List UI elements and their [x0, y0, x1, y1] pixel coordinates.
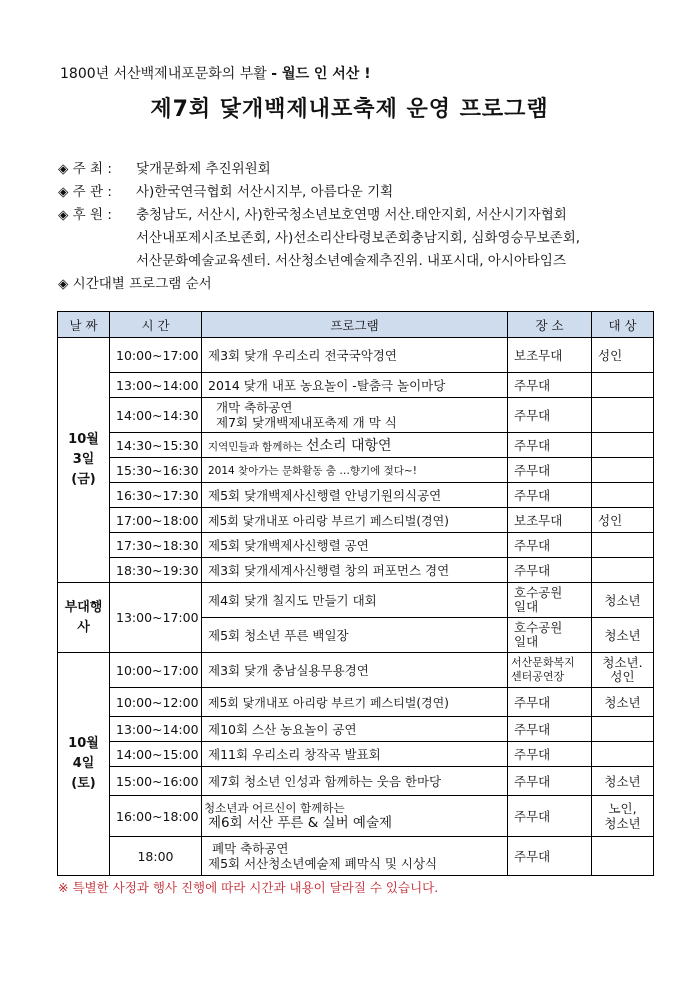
program-line-1: 폐막 축하공연 — [212, 841, 289, 856]
header-date: 날 짜 — [58, 312, 110, 338]
table-row — [58, 533, 654, 558]
place-cell: 주무대 — [508, 458, 592, 483]
host-label: ◈ 주 최 : — [58, 161, 112, 177]
program-line-2: 제6회 서산 푸른 & 실버 예술제 — [208, 815, 393, 831]
place-cell: 주무대 — [508, 717, 592, 742]
day1-day: 3일 — [72, 452, 95, 467]
day1-weekday: (금) — [71, 472, 96, 487]
program-cell — [202, 796, 508, 837]
day2-weekday: (토) — [71, 776, 96, 791]
side-events-cell — [58, 583, 110, 653]
table-row — [58, 558, 654, 583]
header-time: 시 간 — [110, 312, 202, 338]
subtitle-emphasis: - 월드 인 서산 ! — [271, 66, 371, 82]
day2-date: 10월 — [68, 736, 99, 751]
audience-cell: 청소년 — [592, 618, 654, 653]
table-header-row — [58, 312, 654, 338]
audience-cell: 청소년 — [592, 583, 654, 618]
time-cell: 10:00~12:00 — [110, 688, 202, 717]
program-line-2: 제5회 서산청소년예술제 폐막식 및 시상식 — [208, 856, 438, 871]
audience-cell — [592, 458, 654, 483]
place-cell — [508, 618, 592, 653]
time-cell: 10:00~17:00 — [110, 653, 202, 688]
day1-cell — [58, 338, 110, 583]
host-value: 닻개문화제 추진위원회 — [136, 161, 271, 177]
table-row — [58, 767, 654, 796]
audience-cell: 성인 — [592, 508, 654, 533]
place-cell: 주무대 — [508, 483, 592, 508]
sponsor-line-2: 서산내포제시조보존회, 사)선소리산타령보존회충남지회, 심화영승무보존회, — [136, 230, 581, 246]
program-cell: 제5회 닻개내포 아리랑 부르기 페스티벌(경연) — [202, 508, 508, 533]
header-place: 장 소 — [508, 312, 592, 338]
schedule-table — [57, 311, 654, 876]
place-line-1: 호수공원 — [514, 585, 563, 600]
time-cell: 10:00~17:00 — [110, 338, 202, 373]
audience-cell: 청소년 — [592, 688, 654, 717]
place-cell: 주무대 — [508, 742, 592, 767]
audience-cell — [592, 433, 654, 458]
table-row — [58, 338, 654, 373]
place-cell: 주무대 — [508, 558, 592, 583]
audience-cell — [592, 398, 654, 433]
place-cell: 주무대 — [508, 533, 592, 558]
program-cell — [202, 433, 508, 458]
organizer-value: 사)한국연극협회 서산시지부, 아름다운 기획 — [136, 184, 394, 200]
schedule-heading-row — [58, 273, 580, 296]
table-row — [58, 742, 654, 767]
table-row — [58, 796, 654, 837]
audience-cell: 성인 — [592, 338, 654, 373]
footnote: ※ 특별한 사정과 행사 진행에 따라 시간과 내용이 달라질 수 있습니다. — [58, 880, 439, 895]
table-row — [58, 433, 654, 458]
place-cell: 주무대 — [508, 688, 592, 717]
program-cell: 제5회 닻개내포 아리랑 부르기 페스티벌(경연) — [202, 688, 508, 717]
program-cell: 제5회 청소년 푸른 백일장 — [202, 618, 508, 653]
table-row — [58, 398, 654, 433]
time-cell: 17:00~18:00 — [110, 508, 202, 533]
program-line-1: 청소년과 어르신이 함께하는 — [204, 801, 345, 815]
organizer-row — [58, 181, 580, 204]
time-cell: 13:00~14:00 — [110, 717, 202, 742]
time-cell: 14:00~15:00 — [110, 742, 202, 767]
place-line-2: 센터공연장 — [511, 670, 565, 683]
program-small-text: 2014 찾아가는 문화활동 춤 …향기에 젖다~! — [208, 465, 417, 477]
place-cell: 보조무대 — [508, 338, 592, 373]
audience-cell — [592, 717, 654, 742]
sponsor-row-2 — [58, 227, 580, 250]
organizer-label: ◈ 주 관 : — [58, 184, 112, 200]
day2-day: 4일 — [72, 756, 95, 771]
program-line-1: 개막 축하공연 — [216, 400, 293, 415]
program-cell: 제3회 닻개 우리소리 전국국악경연 — [202, 338, 508, 373]
side-label-2: 사 — [77, 619, 90, 635]
page-title: 제7회 닻개백제내포축제 운영 프로그램 — [150, 97, 549, 122]
sponsor-line-1: 충청남도, 서산시, 사)한국청소년보호연맹 서산.태안지회, 서산시기자협회 — [136, 207, 567, 223]
program-cell — [202, 458, 508, 483]
program-cell: 제4회 닻개 칠지도 만들기 대회 — [202, 583, 508, 618]
sponsor-row-3 — [58, 250, 580, 273]
time-cell: 16:30~17:30 — [110, 483, 202, 508]
schedule-heading: ◈ 시간대별 프로그램 순서 — [58, 276, 212, 292]
time-cell: 15:30~16:30 — [110, 458, 202, 483]
place-cell: 주무대 — [508, 373, 592, 398]
place-line-2: 일대 — [514, 599, 539, 614]
place-cell: 주무대 — [508, 398, 592, 433]
table-row — [58, 373, 654, 398]
audience-cell: 청소년 — [592, 767, 654, 796]
audience-cell — [592, 558, 654, 583]
audience-cell — [592, 483, 654, 508]
place-cell: 주무대 — [508, 796, 592, 837]
sponsor-row — [58, 204, 580, 227]
place-cell: 주무대 — [508, 767, 592, 796]
program-cell: 2014 닻개 내포 농요놀이 -탈춤극 놀이마당 — [202, 373, 508, 398]
place-cell — [508, 583, 592, 618]
header-audience: 대 상 — [592, 312, 654, 338]
day2-cell — [58, 653, 110, 876]
audience-cell — [592, 373, 654, 398]
audience-line-1: 노인, — [608, 801, 637, 816]
day1-date: 10월 — [68, 432, 99, 447]
audience-cell — [592, 533, 654, 558]
audience-line-1: 청소년. — [602, 655, 643, 670]
program-small-text: 지역민들과 함께하는 — [208, 441, 306, 453]
table-row — [58, 458, 654, 483]
sponsor-line-3: 서산문화예술교육센터. 서산청소년예술제추진위. 내포시대, 아시아타임즈 — [136, 253, 567, 269]
audience-cell — [592, 653, 654, 688]
place-cell: 주무대 — [508, 837, 592, 876]
time-cell: 13:00~14:00 — [110, 373, 202, 398]
table-row — [58, 717, 654, 742]
table-row — [58, 688, 654, 717]
header-program: 프로그램 — [202, 312, 508, 338]
place-cell — [508, 653, 592, 688]
sponsor-label: ◈ 후 원 : — [58, 207, 112, 223]
place-line-1: 호수공원 — [514, 620, 563, 635]
place-cell: 보조무대 — [508, 508, 592, 533]
time-cell: 15:00~16:00 — [110, 767, 202, 796]
program-cell: 제5회 닻개백제사신행렬 공연 — [202, 533, 508, 558]
time-cell: 13:00~17:00 — [110, 583, 202, 653]
time-cell: 18:30~19:30 — [110, 558, 202, 583]
table-row — [58, 583, 654, 618]
table-row — [58, 837, 654, 876]
program-big-text: 선소리 대항연 — [305, 438, 392, 454]
audience-line-2: 청소년 — [604, 816, 641, 831]
table-row — [58, 483, 654, 508]
host-row — [58, 158, 580, 181]
subtitle-text: 1800년 서산백제내포문화의 부활 — [60, 66, 272, 82]
program-cell: 제10회 스산 농요놀이 공연 — [202, 717, 508, 742]
program-cell: 제3회 닻개 충남실용무용경연 — [202, 653, 508, 688]
time-cell: 18:00 — [110, 837, 202, 876]
audience-cell — [592, 796, 654, 837]
info-block — [58, 158, 580, 296]
place-line-2: 일대 — [514, 634, 539, 649]
program-cell: 제7회 청소년 인성과 함께하는 웃음 한마당 — [202, 767, 508, 796]
time-cell: 14:00~14:30 — [110, 398, 202, 433]
program-cell: 제11회 우리소리 창작곡 발표회 — [202, 742, 508, 767]
time-cell: 14:30~15:30 — [110, 433, 202, 458]
time-cell: 16:00~18:00 — [110, 796, 202, 837]
place-line-1: 서산문화복지 — [511, 656, 575, 669]
table-row — [58, 508, 654, 533]
program-cell — [202, 837, 508, 876]
program-cell: 제3회 닻개세계사신행렬 창의 퍼포먼스 경연 — [202, 558, 508, 583]
program-cell: 제5회 닻개백제사신행렬 안녕기원의식공연 — [202, 483, 508, 508]
audience-cell — [592, 742, 654, 767]
program-cell — [202, 398, 508, 433]
audience-cell — [592, 837, 654, 876]
program-line-2: 제7회 닻개백제내포축제 개 막 식 — [216, 415, 397, 430]
time-cell: 17:30~18:30 — [110, 533, 202, 558]
table-row — [58, 653, 654, 688]
subtitle — [60, 63, 371, 83]
side-label-1: 부대행 — [64, 599, 103, 615]
audience-line-2: 성인 — [610, 669, 635, 684]
place-cell: 주무대 — [508, 433, 592, 458]
